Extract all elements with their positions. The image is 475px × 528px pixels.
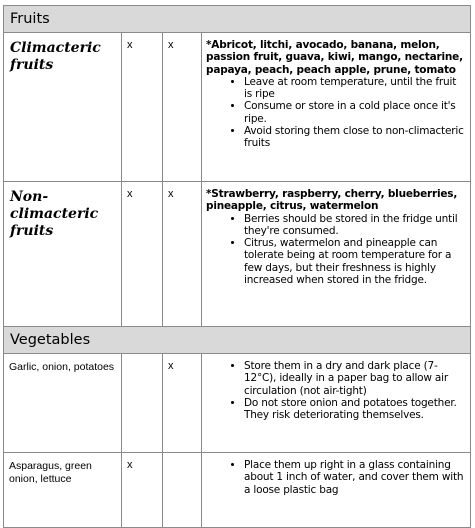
section-title-vegetables: Vegetables — [4, 327, 471, 354]
description-cell — [202, 33, 471, 182]
mark-cell: x — [122, 182, 163, 327]
table-row — [4, 453, 471, 528]
fruit-list: *Strawberry, raspberry, cherry, blueberries, pineapple, citrus, watermelon — [206, 188, 458, 213]
tip-item: • Place them up right in a glass containing about 1 inch of water, and cover them with a loose plastic bag — [244, 459, 466, 496]
tips-list — [206, 213, 466, 287]
tip-item: • Citrus, watermelon and pineapple can tolerate being at room temperature for a few days, but their freshness is highly increased when stored in the fridge. — [244, 237, 466, 286]
description-cell — [202, 354, 471, 453]
fruit-list: *Abricot, litchi, avocado, banana, melon, passion fruit, guava, kiwi, mango, nectarine, papaya, peach, peach apple, prune, tomato — [206, 39, 463, 76]
row-name-garlic: Garlic, onion, potatoes — [4, 354, 122, 453]
table-row — [4, 354, 471, 453]
tip-item: • Consume or store in a cold place once it's ripe. — [244, 100, 466, 125]
row-name-climacteric: Climacteric fruits — [4, 33, 122, 182]
mark-cell — [163, 453, 202, 528]
mark-cell: x — [163, 354, 202, 453]
tips-list — [206, 76, 466, 150]
table-row — [4, 182, 471, 327]
vegetables-section-row — [4, 327, 471, 354]
mark-cell: x — [122, 33, 163, 182]
mark-cell: x — [163, 182, 202, 327]
description-cell — [202, 182, 471, 327]
row-name-non-climacteric: Non-climacteric fruits — [4, 182, 122, 327]
row-name-asparagus: Asparagus, green onion, lettuce — [4, 453, 122, 528]
tip-item: • Store them in a dry and dark place (7-12°C), ideally in a paper bag to allow air circulation (not air-tight) — [244, 360, 466, 397]
mark-cell: x — [122, 453, 163, 528]
mark-cell — [122, 354, 163, 453]
tip-item: • Leave at room temperature, until the fruit is ripe — [244, 76, 466, 101]
tip-item: • Do not store onion and potatoes together. They risk deteriorating themselves. — [244, 397, 466, 422]
tips-list — [206, 360, 466, 421]
fruits-section-row — [4, 6, 471, 33]
storage-table — [3, 5, 471, 528]
tip-item: • Avoid storing them close to non-climacteric fruits — [244, 125, 466, 150]
description-cell — [202, 453, 471, 528]
mark-cell: x — [163, 33, 202, 182]
section-title-fruits: Fruits — [4, 6, 471, 33]
tip-item: • Berries should be stored in the fridge until they're consumed. — [244, 213, 466, 238]
tips-list — [206, 459, 466, 496]
table-row — [4, 33, 471, 182]
